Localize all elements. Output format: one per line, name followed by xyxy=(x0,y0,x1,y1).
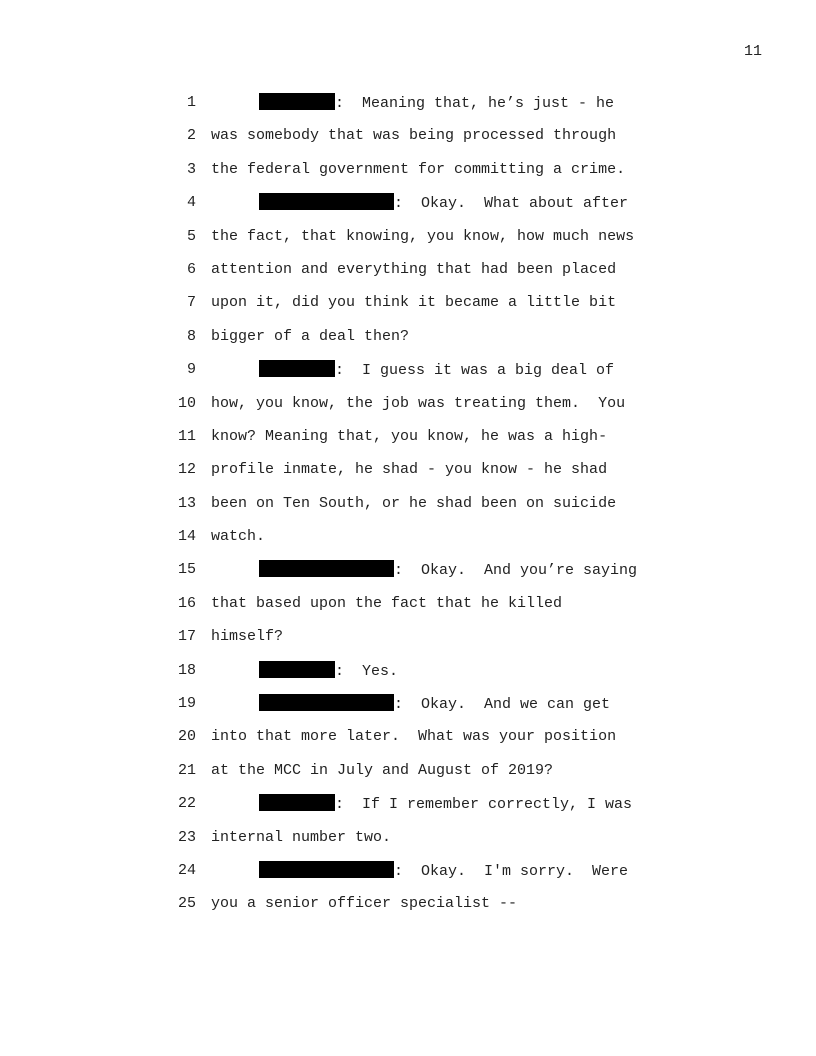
line-number: 18 xyxy=(177,661,196,679)
line-content: know? Meaning that, you know, he was a high- xyxy=(211,427,608,445)
transcript-line xyxy=(0,126,816,159)
line-text xyxy=(259,861,628,882)
transcript-line xyxy=(0,360,816,393)
line-text xyxy=(211,126,616,146)
transcript-line xyxy=(0,227,816,260)
line-text xyxy=(211,160,625,180)
transcript-line xyxy=(0,293,816,326)
transcript-line xyxy=(0,494,816,527)
line-content: : Okay. And we can get xyxy=(394,696,611,714)
line-number: 10 xyxy=(177,394,196,412)
line-content: attention and everything that had been placed xyxy=(211,260,617,278)
line-number: 3 xyxy=(186,160,196,178)
line-text xyxy=(211,494,616,514)
line-number: 11 xyxy=(177,427,196,445)
line-text xyxy=(211,394,625,414)
line-content: watch. xyxy=(211,528,266,546)
transcript-line xyxy=(0,627,816,660)
line-text xyxy=(211,293,616,313)
line-text xyxy=(259,360,614,381)
line-content: profile inmate, he shad - you know - he shad xyxy=(211,461,608,479)
line-text xyxy=(211,627,283,647)
redacted-speaker-name xyxy=(259,193,394,210)
redacted-speaker-name xyxy=(259,694,394,711)
transcript-line xyxy=(0,460,816,493)
transcript-line xyxy=(0,727,816,760)
line-content: internal number two. xyxy=(211,828,392,846)
transcript-line xyxy=(0,794,816,827)
line-content: was somebody that was being processed through xyxy=(211,127,617,145)
line-number: 22 xyxy=(177,795,196,813)
line-number: 6 xyxy=(186,260,196,278)
transcript-line xyxy=(0,560,816,593)
line-content: at the MCC in July and August of 2019? xyxy=(211,761,554,779)
line-content: : Okay. What about after xyxy=(394,195,629,213)
line-number: 2 xyxy=(186,127,196,145)
line-content: you a senior officer specialist -- xyxy=(211,895,518,913)
line-text xyxy=(211,527,265,547)
line-content: : I guess it was a big deal of xyxy=(335,362,615,380)
line-number: 12 xyxy=(177,461,196,479)
line-number: 20 xyxy=(177,728,196,746)
line-content: : Okay. I'm sorry. Were xyxy=(394,862,629,880)
line-content: the fact, that knowing, you know, how much news xyxy=(211,227,635,245)
line-text xyxy=(211,828,391,848)
redacted-speaker-name xyxy=(259,560,394,577)
line-content: : Meaning that, he’s just - he xyxy=(335,95,615,112)
line-text xyxy=(211,894,517,914)
page-number: 11 xyxy=(743,43,762,60)
line-number: 4 xyxy=(186,194,196,212)
line-content: that based upon the fact that he killed xyxy=(211,594,563,612)
line-number: 14 xyxy=(177,528,196,546)
transcript-line xyxy=(0,527,816,560)
transcript-body xyxy=(0,93,816,928)
line-content: : Okay. And you’re saying xyxy=(394,562,638,580)
redacted-speaker-name xyxy=(259,93,335,110)
line-number: 25 xyxy=(177,895,196,913)
line-number: 15 xyxy=(177,561,196,579)
line-text xyxy=(211,427,607,447)
line-number: 9 xyxy=(186,361,196,379)
line-text xyxy=(259,794,632,815)
line-number: 24 xyxy=(177,861,196,879)
transcript-line xyxy=(0,861,816,894)
transcript-line xyxy=(0,828,816,861)
line-number: 8 xyxy=(186,327,196,345)
transcript-line xyxy=(0,93,816,126)
redacted-speaker-name xyxy=(259,360,335,377)
transcript-line xyxy=(0,394,816,427)
transcript-line xyxy=(0,661,816,694)
line-number: 17 xyxy=(177,628,196,646)
line-text xyxy=(211,327,409,347)
redacted-speaker-name xyxy=(259,794,335,811)
line-content: how, you know, the job was treating them. You xyxy=(211,394,626,412)
line-content: the federal government for committing a crime. xyxy=(211,160,626,178)
line-text xyxy=(259,661,398,682)
line-content: : Yes. xyxy=(335,662,399,680)
transcript-line xyxy=(0,894,816,927)
line-text xyxy=(211,227,634,247)
line-text xyxy=(211,727,616,747)
transcript-line xyxy=(0,694,816,727)
line-text xyxy=(259,560,637,581)
line-text xyxy=(211,761,553,781)
line-content: himself? xyxy=(211,628,284,646)
line-text xyxy=(211,594,562,614)
line-text xyxy=(211,260,616,280)
transcript-line xyxy=(0,327,816,360)
line-text xyxy=(259,93,614,114)
line-number: 1 xyxy=(186,94,196,111)
line-number: 13 xyxy=(177,494,196,512)
line-text xyxy=(259,694,610,715)
line-content: been on Ten South, or he shad been on suicide xyxy=(211,494,617,512)
transcript-line xyxy=(0,427,816,460)
redacted-speaker-name xyxy=(259,861,394,878)
line-content: into that more later. What was your position xyxy=(211,728,617,746)
line-number: 19 xyxy=(177,695,196,713)
line-number: 5 xyxy=(186,227,196,245)
transcript-line xyxy=(0,761,816,794)
line-text xyxy=(211,460,607,480)
line-content: bigger of a deal then? xyxy=(211,327,410,345)
transcript-line xyxy=(0,160,816,193)
transcript-line xyxy=(0,594,816,627)
transcript-line xyxy=(0,193,816,226)
line-content: upon it, did you think it became a little bit xyxy=(211,294,617,312)
line-number: 16 xyxy=(177,594,196,612)
line-content: : If I remember correctly, I was xyxy=(335,796,633,814)
line-number: 21 xyxy=(177,761,196,779)
redacted-speaker-name xyxy=(259,661,335,678)
line-text xyxy=(259,193,628,214)
line-number: 7 xyxy=(186,294,196,312)
line-number: 23 xyxy=(177,828,196,846)
transcript-line xyxy=(0,260,816,293)
